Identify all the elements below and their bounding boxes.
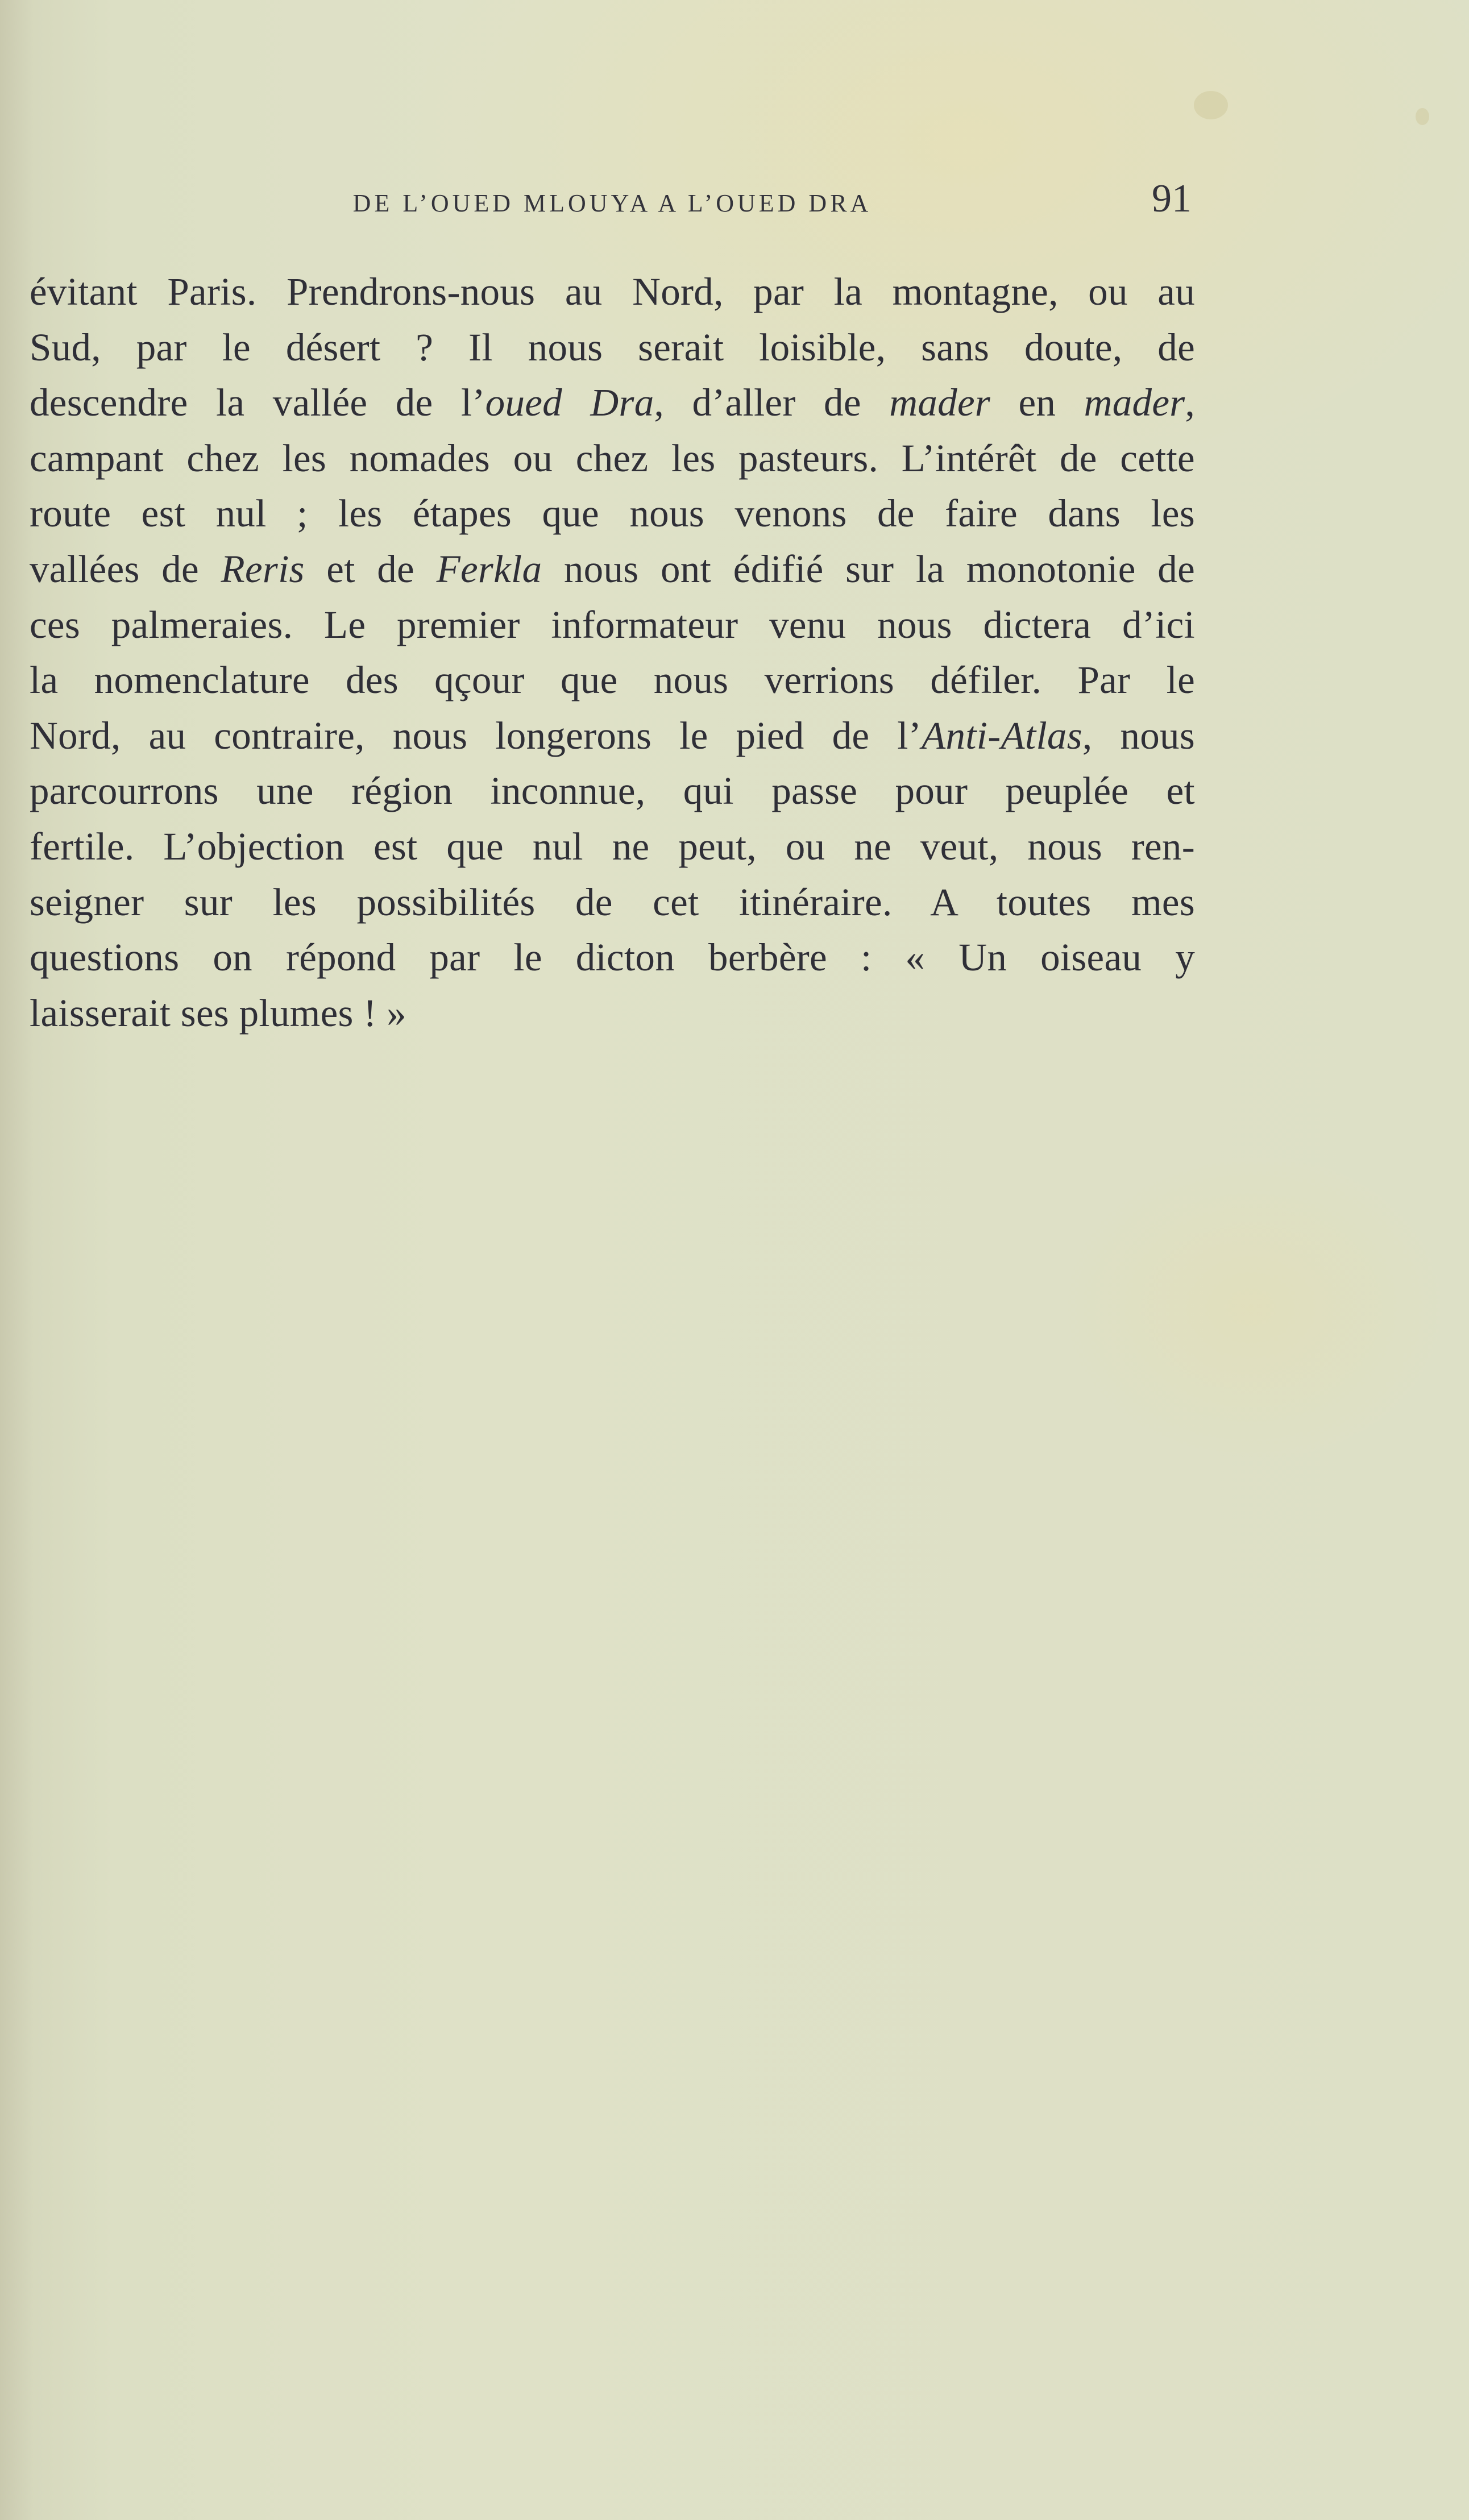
paper-stain (1416, 108, 1429, 125)
text-line (30, 597, 1195, 653)
text-fragment: fertile. L’objection est que nul ne peut, ou ne veut, nous ren- (30, 824, 1195, 868)
text-fragment: campant chez les nomades ou chez les pasteurs. L’intérêt de cette (30, 436, 1195, 480)
text-fragment: et de (304, 547, 437, 591)
page-number: 91 (1152, 177, 1192, 221)
text-line (30, 320, 1195, 376)
text-fragment: Nord, au contraire, nous longerons le pied de l’ (30, 713, 922, 757)
running-header (30, 176, 1195, 233)
text-line (30, 763, 1195, 819)
text-fragment: , d’aller de (654, 381, 890, 425)
text-fragment: , nous (1082, 713, 1195, 757)
text-fragment: route est nul ; les étapes que nous venons de faire dans les (30, 492, 1195, 535)
italic-text-fragment: Reris (221, 547, 305, 591)
text-line (30, 653, 1195, 708)
text-fragment: seigner sur les possibilités de cet itinéraire. A toutes mes (30, 880, 1195, 924)
text-fragment: parcourrons une région inconnue, qui passe pour peuplée et (30, 769, 1195, 813)
text-line (30, 542, 1195, 597)
italic-text-fragment: Ferkla (436, 547, 542, 591)
text-fragment: laisserait ses plumes ! » (30, 991, 406, 1035)
italic-text-fragment: Anti-Atlas (922, 713, 1082, 757)
text-fragment: Sud, par le désert ? Il nous serait loisible, sans doute, de (30, 325, 1195, 369)
text-line (30, 486, 1195, 542)
italic-text-fragment: oued Dra (485, 381, 654, 425)
italic-text-fragment: mader (889, 381, 991, 425)
italic-text-fragment: mader (1084, 381, 1185, 425)
text-fragment: la nomenclature des qçour que nous verrions défiler. Par le (30, 658, 1195, 702)
running-title: DE L’OUED MLOUYA A L’OUED DRA (352, 189, 872, 217)
text-line (30, 986, 1195, 1041)
text-line (30, 431, 1195, 487)
text-fragment: descendre la vallée de l’ (30, 381, 485, 425)
text-line (30, 875, 1195, 931)
text-fragment: questions on répond par le dicton berbère : « Un oiseau y (30, 936, 1195, 979)
paper-stain (1194, 91, 1228, 119)
text-line (30, 264, 1195, 320)
text-fragment: , (1185, 381, 1195, 425)
text-fragment: ces palmeraies. Le premier informateur venu nous dictera d’ici (30, 603, 1195, 646)
text-fragment: en (990, 381, 1084, 425)
text-line (30, 375, 1195, 431)
body-paragraph (30, 264, 1195, 1041)
text-fragment: nous ont édifié sur la monotonie de (542, 547, 1195, 591)
text-line (30, 708, 1195, 764)
text-line (30, 819, 1195, 875)
text-fragment: vallées de (30, 547, 221, 591)
text-line (30, 930, 1195, 986)
text-fragment: évitant Paris. Prendrons-nous au Nord, par la montagne, ou au (30, 270, 1195, 313)
